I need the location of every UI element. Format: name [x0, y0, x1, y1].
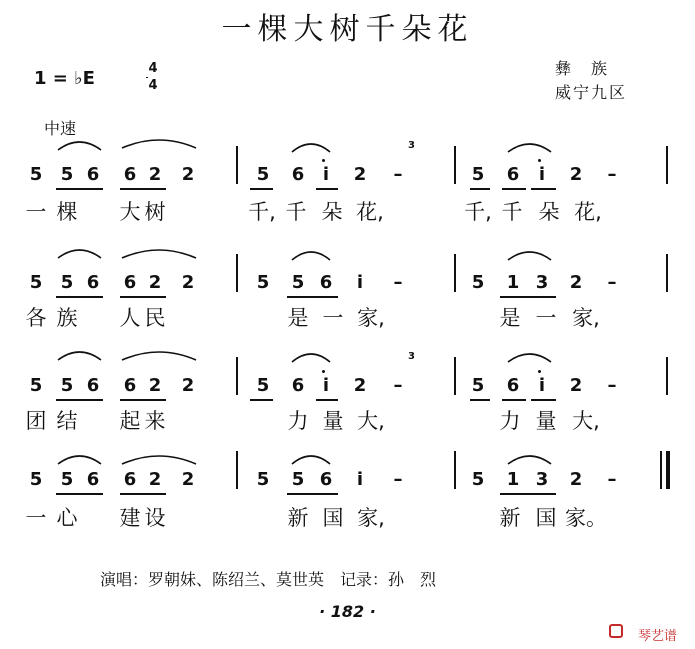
lyric-syllable: 花, — [574, 200, 602, 224]
slur-arc — [508, 456, 551, 464]
note: 6 — [319, 272, 333, 293]
lyric-syllable: 一 — [322, 306, 344, 330]
note: 5 — [60, 164, 74, 185]
note: 5 — [29, 375, 43, 396]
meter-top: 4 — [148, 61, 158, 76]
lyric-syllable: 朵 — [538, 200, 560, 224]
note: 5 — [471, 272, 485, 293]
note: i — [356, 469, 364, 490]
lyric-syllable: 家。 — [565, 506, 607, 530]
note: 5 — [291, 469, 305, 490]
origin-ethnicity: 彝 族 — [555, 59, 610, 78]
lyric-syllable: 民 — [144, 306, 166, 330]
slur-arc — [508, 252, 551, 260]
slur-arc — [58, 352, 101, 360]
note: 2 — [148, 375, 162, 396]
slur-arc — [122, 352, 196, 360]
lyric-syllable: 起 — [119, 409, 141, 433]
song-title: 一棵大树千朵花 — [221, 12, 474, 47]
lyric-syllable: 千 — [285, 200, 307, 224]
note: 6 — [86, 375, 100, 396]
note: 5 — [60, 469, 74, 490]
tempo-marking: 中速 — [44, 119, 77, 138]
lyric-syllable: 国 — [535, 506, 557, 530]
note: 5 — [471, 375, 485, 396]
lyric-syllable: 棵 — [56, 200, 78, 224]
lyric-syllable: 量 — [535, 409, 557, 433]
slur-arc — [58, 250, 101, 258]
note: – — [607, 469, 617, 490]
note: 5 — [256, 164, 270, 185]
lyric-syllable: 新 — [287, 506, 309, 530]
note: 1 — [506, 272, 520, 293]
note: i — [322, 375, 330, 396]
slur-arc — [292, 252, 330, 260]
note: 5 — [256, 375, 270, 396]
note: 3 — [535, 272, 549, 293]
lyric-syllable: 朵 — [321, 200, 343, 224]
lyric-syllable: 来 — [144, 409, 166, 433]
note: i — [356, 272, 364, 293]
note: – — [607, 375, 617, 396]
note: 6 — [319, 469, 333, 490]
lyric-syllable: 国 — [322, 506, 344, 530]
slur-arc — [508, 144, 551, 152]
slur-arc — [292, 354, 330, 362]
lyric-syllable: 力 — [499, 409, 521, 433]
note: 2 — [569, 164, 583, 185]
note: – — [607, 272, 617, 293]
note: 2 — [181, 469, 195, 490]
note: 2 — [148, 272, 162, 293]
lyric-syllable: 是 — [499, 306, 521, 330]
lyric-syllable: 大 — [119, 200, 141, 224]
slur-arc — [58, 142, 101, 150]
note: 5 — [256, 272, 270, 293]
lyric-syllable: 新 — [499, 506, 521, 530]
lyric-syllable: 结 — [56, 409, 78, 433]
note: – — [393, 375, 403, 396]
note: 2 — [569, 469, 583, 490]
lyric-syllable: 团 — [25, 409, 47, 433]
note: – — [393, 272, 403, 293]
page-number: · 182 · — [319, 602, 376, 621]
note: 2 — [181, 164, 195, 185]
note: 6 — [123, 375, 137, 396]
lyric-syllable: 大, — [572, 409, 600, 433]
note: – — [393, 469, 403, 490]
note: 5 — [29, 164, 43, 185]
lyric-syllable: 是 — [287, 306, 309, 330]
slur-arc — [122, 140, 196, 148]
note: 5 — [471, 469, 485, 490]
slur-arc — [122, 456, 196, 464]
lyric-syllable: 各 — [25, 306, 47, 330]
note: 2 — [353, 164, 367, 185]
note: 2 — [181, 375, 195, 396]
lyric-syllable: 一 — [25, 200, 47, 224]
note: 6 — [123, 272, 137, 293]
slur-arc — [508, 354, 551, 362]
note: – — [607, 164, 617, 185]
slur-arc — [292, 456, 330, 464]
lyric-syllable: 人 — [119, 306, 141, 330]
note: 1 — [506, 469, 520, 490]
note: 5 — [29, 469, 43, 490]
lyric-syllable: 一 — [25, 506, 47, 530]
note: i — [322, 164, 330, 185]
note: 2 — [569, 375, 583, 396]
lyric-syllable: 设 — [144, 506, 166, 530]
meter-bottom: 4 — [148, 78, 158, 93]
lyric-syllable: 建 — [119, 506, 141, 530]
note: 6 — [291, 164, 305, 185]
note: 5 — [60, 272, 74, 293]
note: 2 — [569, 272, 583, 293]
note: 6 — [123, 469, 137, 490]
note: 2 — [148, 164, 162, 185]
lyric-syllable: 家, — [357, 506, 385, 530]
triplet-mark: 3 — [408, 351, 415, 362]
note: – — [393, 164, 403, 185]
note: 6 — [291, 375, 305, 396]
lyric-syllable: 树 — [144, 200, 166, 224]
note: 2 — [353, 375, 367, 396]
note: 5 — [29, 272, 43, 293]
lyric-syllable: 千 — [501, 200, 523, 224]
slur-arc — [292, 144, 330, 152]
note: 6 — [86, 469, 100, 490]
note: 3 — [535, 469, 549, 490]
lyric-syllable: 一 — [535, 306, 557, 330]
note: i — [538, 164, 546, 185]
lyric-syllable: 家, — [572, 306, 600, 330]
origin-region: 威宁九区 — [555, 83, 628, 102]
lyric-syllable: 力 — [287, 409, 309, 433]
note: 5 — [256, 469, 270, 490]
note: 2 — [148, 469, 162, 490]
lyric-syllable: 千, — [464, 200, 492, 224]
slur-arc — [58, 456, 101, 464]
lyric-syllable: 大, — [357, 409, 385, 433]
note: 6 — [506, 375, 520, 396]
lyric-syllable: 族 — [56, 306, 78, 330]
slur-arc — [122, 250, 196, 258]
note: i — [538, 375, 546, 396]
note: 6 — [86, 164, 100, 185]
lyric-syllable: 心 — [56, 506, 78, 530]
note: 6 — [86, 272, 100, 293]
lyric-syllable: 家, — [357, 306, 385, 330]
credits: 演唱：罗朝妹、陈绍兰、莫世英 记录：孙 烈 — [100, 570, 437, 589]
watermark: 琴艺谱 — [637, 629, 677, 644]
lyric-syllable: 千, — [248, 200, 276, 224]
triplet-mark: 3 — [408, 140, 415, 151]
note: 5 — [60, 375, 74, 396]
lyric-syllable: 花, — [356, 200, 384, 224]
note: 5 — [291, 272, 305, 293]
note: 5 — [471, 164, 485, 185]
note: 6 — [123, 164, 137, 185]
lyric-syllable: 量 — [322, 409, 344, 433]
key-signature: 1 = ♭E — [34, 68, 95, 89]
note: 2 — [181, 272, 195, 293]
note: 6 — [506, 164, 520, 185]
